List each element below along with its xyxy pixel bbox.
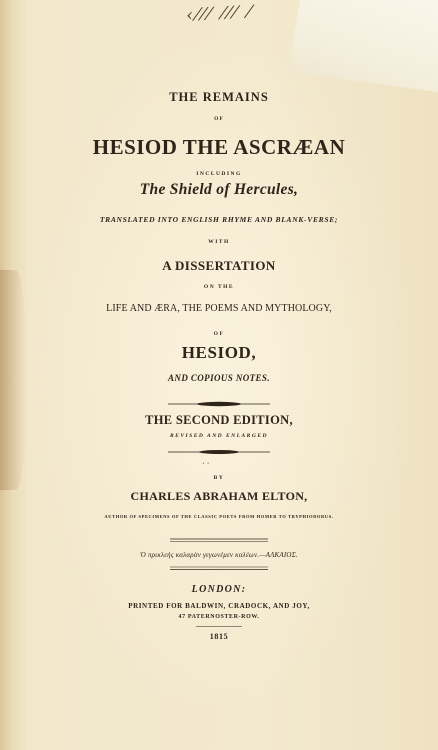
title-with: WITH	[208, 239, 230, 245]
imprint-city: LONDON:	[191, 584, 247, 595]
title-of: OF	[214, 116, 224, 122]
author-description: AUTHOR OF SPECIMENS OF THE CLASSIC POETS FROM HOMER TO TRYPHIODORUS.	[104, 514, 334, 519]
double-rule-bottom	[170, 566, 268, 571]
title-line-remains: THE REMAINS	[169, 90, 269, 104]
ornamental-rule-2	[168, 448, 270, 456]
title-hesiod: HESIOD,	[181, 343, 257, 362]
title-dissertation: A DISSERTATION	[162, 258, 276, 273]
paper-stain	[0, 270, 26, 490]
ornamental-rule-1	[168, 400, 270, 408]
title-on-the: ON THE	[203, 284, 235, 290]
edition-label: THE SECOND EDITION,	[145, 413, 293, 427]
title-shield: The Shield of Hercules,	[139, 181, 299, 198]
author-name: CHARLES ABRAHAM ELTON,	[130, 489, 308, 503]
title-translated: TRANSLATED INTO ENGLISH RHYME AND BLANK-VERSE;	[99, 215, 339, 224]
short-rule	[196, 625, 242, 628]
greek-quote: Ὁ πρικλεὴς καλαρὰν γεγωνέμεν καλέων.—ΑΛΚΑΙΟΣ.	[140, 551, 298, 559]
ornament-dots: ⋅ ⋅	[202, 459, 210, 468]
edition-revised: REVISED AND ENLARGED	[170, 433, 268, 439]
title-main: HESIOD THE ASCRÆAN	[92, 135, 346, 159]
imprint-street: 47 PATERNOSTER-ROW.	[178, 614, 260, 620]
title-life: LIFE AND ÆRA, THE POEMS AND MYTHOLOGY,	[106, 303, 332, 314]
double-rule-top	[170, 538, 268, 543]
author-by: BY	[213, 475, 225, 481]
title-of-2: OF	[213, 331, 225, 337]
imprint-printer: PRINTED FOR BALDWIN, CRADOCK, AND JOY,	[128, 602, 310, 610]
title-notes: AND COPIOUS NOTES.	[168, 373, 270, 383]
title-including: INCLUDING	[196, 171, 242, 177]
imprint-year: 1815	[209, 632, 229, 641]
handwritten-mark: ‹⁄⁄⁄ ⁄⁄⁄ ⁄	[185, 2, 255, 26]
tape-patch	[288, 0, 438, 92]
